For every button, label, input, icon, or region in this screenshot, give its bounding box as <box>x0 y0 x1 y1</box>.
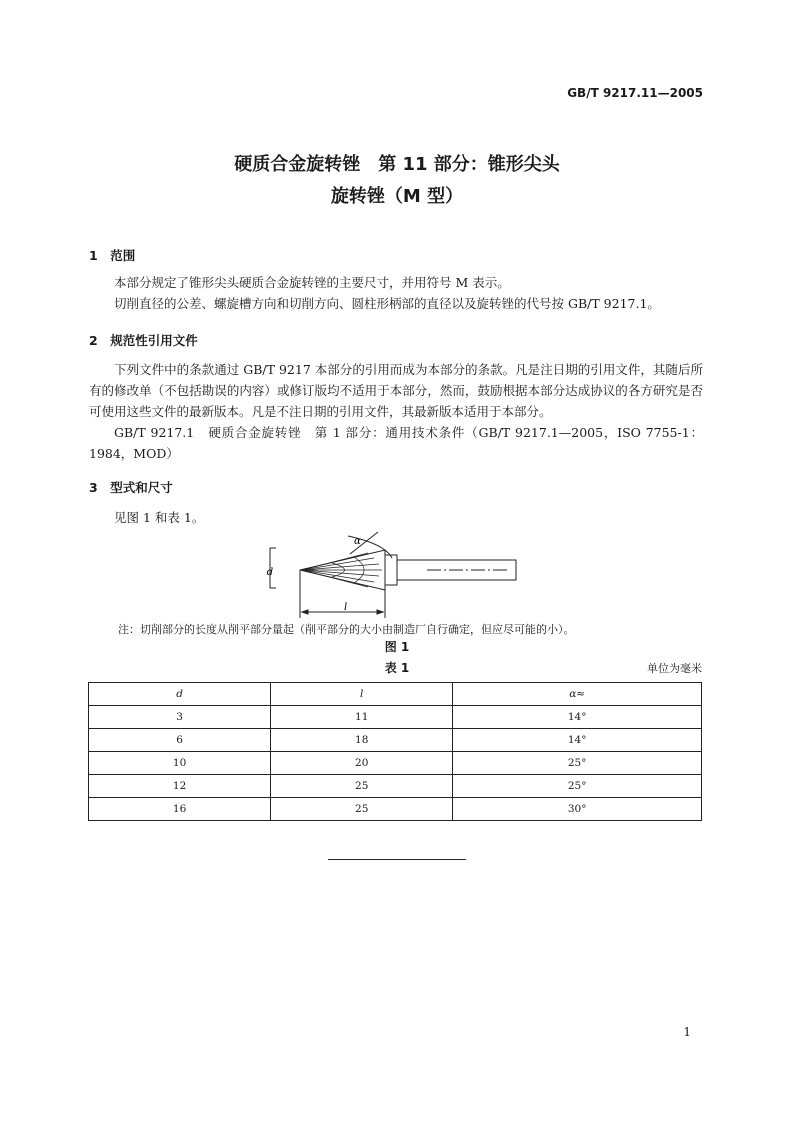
cell-alpha: 25° <box>453 775 702 798</box>
header-l: l <box>271 683 453 706</box>
angle-alpha-label: α <box>354 536 361 547</box>
burr-drawing <box>262 528 524 620</box>
cell-l: 18 <box>271 729 453 752</box>
table-row <box>89 775 702 798</box>
section-1-body <box>89 272 703 314</box>
cell-alpha: 25° <box>453 752 702 775</box>
document-number: GB/T 9217.11—2005 <box>567 86 703 100</box>
table-row <box>89 729 702 752</box>
section-3-heading: 3 型式和尺寸 <box>89 480 173 495</box>
section-2-paragraph-1: 下列文件中的条款通过 GB/T 9217 本部分的引用而成为本部分的条款。凡是注日期的引用文件，其随后所有的修改单（不包括勘误的内容）或修订版均不适用于本部分，然而，鼓励根据本部分达成协议的各方研究是否可使用这些文件的最新版本。凡是不注日期的引用文件，其最新版本适用于本部分。 <box>89 362 703 419</box>
section-1-paragraph-2: 切削直径的公差、螺旋槽方向和切削方向、圆柱形柄部的直径以及旋转锉的代号按 GB/T 9217.1。 <box>114 296 660 311</box>
figure-note: 注：切削部分的长度从削平部分量起（削平部分的大小由制造厂自行确定，但应尽可能的小）。 <box>118 623 575 636</box>
figure-caption: 图 1 <box>384 640 410 654</box>
table-row <box>89 798 702 821</box>
dimension-d-label: d <box>266 567 274 578</box>
section-2-body <box>89 359 703 464</box>
table-caption: 表 1 <box>384 661 410 675</box>
table-header-row <box>89 683 702 706</box>
header-d: d <box>89 683 271 706</box>
cell-l: 25 <box>271 775 453 798</box>
cell-l: 20 <box>271 752 453 775</box>
section-3-body <box>89 507 703 528</box>
cell-d: 6 <box>89 729 271 752</box>
table-unit: 单位为毫米 <box>647 662 702 675</box>
dimension-l-label: l <box>344 602 348 613</box>
header-alpha: α≈ <box>453 683 702 706</box>
section-3-paragraph-1: 见图 1 和表 1。 <box>114 510 205 525</box>
title-line-2: 旋转锉（M 型） <box>330 186 464 207</box>
section-1-paragraph-1: 本部分规定了锥形尖头硬质合金旋转锉的主要尺寸，并用符号 M 表示。 <box>114 275 510 290</box>
cell-d: 3 <box>89 706 271 729</box>
cell-alpha: 14° <box>453 729 702 752</box>
table-row <box>89 706 702 729</box>
cell-alpha: 14° <box>453 706 702 729</box>
table-row <box>89 752 702 775</box>
title-line-1: 硬质合金旋转锉 第 11 部分：锥形尖头 <box>234 154 560 175</box>
cell-d: 16 <box>89 798 271 821</box>
cell-l: 25 <box>271 798 453 821</box>
dimension-table <box>88 682 702 821</box>
end-rule <box>328 859 466 860</box>
cell-d: 10 <box>89 752 271 775</box>
cell-l: 11 <box>271 706 453 729</box>
section-2-paragraph-2: GB/T 9217.1 硬质合金旋转锉 第 1 部分：通用技术条件（GB/T 9217.1—2005，ISO 7755-1：1984，MOD） <box>89 425 703 461</box>
cell-alpha: 30° <box>453 798 702 821</box>
section-1-heading: 1 范围 <box>89 248 136 263</box>
page-number: 1 <box>683 1025 691 1039</box>
cell-d: 12 <box>89 775 271 798</box>
section-2-heading: 2 规范性引用文件 <box>89 333 198 348</box>
